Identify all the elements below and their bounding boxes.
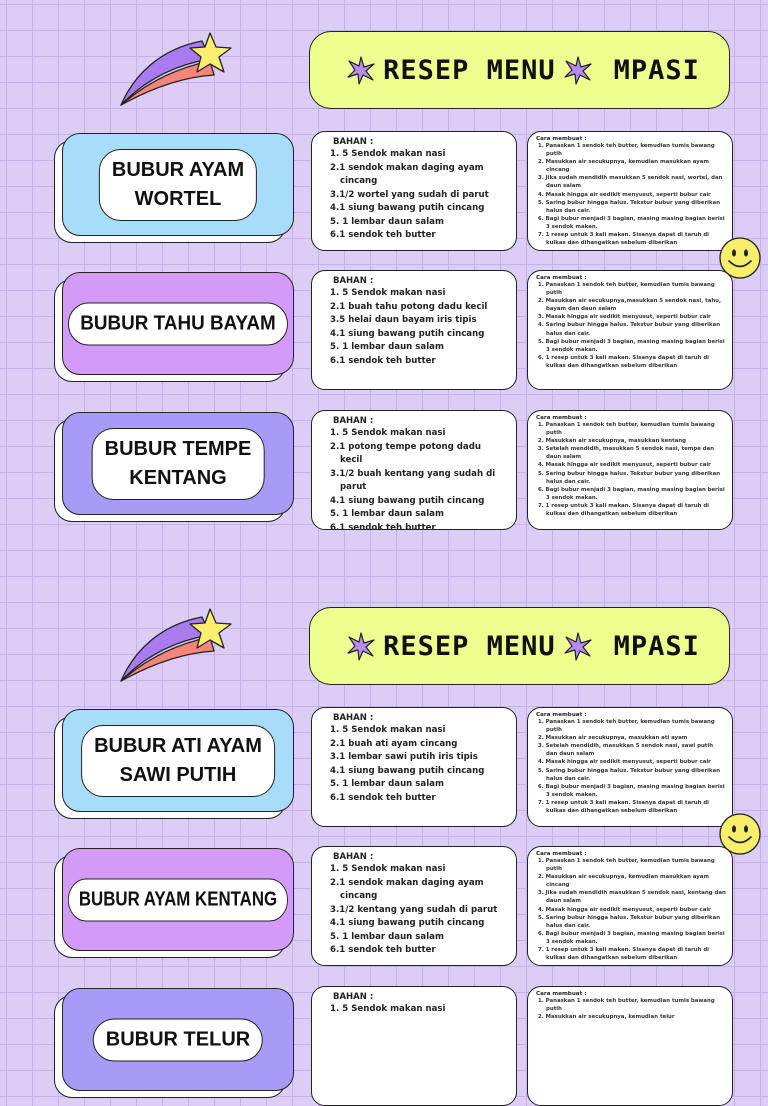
ingredient-item: 6.1 sendok teh butter	[330, 230, 436, 240]
instructions-box	[527, 410, 733, 530]
instructions-list	[536, 421, 726, 518]
section-header	[309, 607, 730, 685]
instructions-label: Cara membuat :	[536, 851, 587, 857]
recipe-title: BUBUR ATI AYAM SAWI PUTIH	[81, 725, 275, 797]
instruction-step: 3. Jika sudah mendidih masukkan 5 sendok nasi, kentang dan daun salam	[538, 890, 726, 905]
instructions-label: Cara membuat :	[536, 136, 587, 142]
instruction-step: 4. Masak hingga air sedikit menyusut, seperti bubur cair	[538, 906, 711, 913]
ingredient-item: 5. 1 lembar daun salam	[330, 216, 444, 227]
ingredient-item: 4.1 siung bawang putih cincang	[330, 328, 485, 339]
smiley-icon	[718, 236, 762, 280]
ingredient-item: 1. 5 Sendok makan nasi	[330, 725, 446, 735]
instructions-label: Cara membuat :	[536, 275, 587, 281]
ingredient-item: 5. 1 lembar daun salam	[330, 779, 444, 789]
ingredients-list	[330, 287, 506, 368]
instruction-step: 5. Saring bubur hingga halus. Tekstur bubur yang diberikan halus dan cair.	[538, 914, 721, 929]
ingredient-item: 1. 5 Sendok makan nasi	[330, 428, 446, 438]
instructions-label: Cara membuat :	[536, 991, 587, 997]
instruction-step: 6. Bagi bubur menjadi 3 bagian, masing masing bagian berisi 3 sendok makan.	[538, 215, 725, 230]
sparkle-icon	[562, 630, 594, 662]
instruction-step: 1. Panaskan 1 sendok teh butter, kemudian tumis bawang putih	[538, 282, 715, 297]
recipe-title-card	[62, 709, 294, 812]
ingredient-item: 4.1 siung bawang putih cincang	[330, 765, 485, 776]
instruction-step: 6. Bagi bubur menjadi 3 bagian, masing masing bagian berisi 3 sendok makan.	[538, 930, 725, 945]
sparkle-icon	[345, 54, 377, 86]
ingredients-label: BAHAN :	[333, 137, 374, 147]
instructions-list	[536, 142, 726, 247]
ingredient-item: 3.1/2 buah kentang yang sudah di parut	[330, 468, 496, 492]
instruction-step: 2. Masukkan air secukupnya, kemudian telur	[538, 1014, 675, 1021]
instruction-step: 5. Saring bubur hingga halus. Tekstur bubur yang diberikan halus dan cair.	[538, 470, 721, 485]
header-title-left: RESEP MENU	[383, 630, 556, 662]
instruction-step: 6. Bagi bubur menjadi 3 bagian, masing masing bagian berisi 3 sendok makan.	[538, 486, 725, 501]
instruction-step: 1. Panaskan 1 sendok teh butter, kemudian tumis bawang putih	[538, 422, 715, 437]
instructions-box	[527, 707, 733, 827]
instruction-step: 2. Masukkan air secukupnya, kemudian masukkan ayam cincang	[538, 159, 710, 174]
instruction-step: 2. Masukkan air secukupnya, kemudian masukkan ayam cincang	[538, 874, 710, 889]
ingredient-item: 3.1 lembar sawi putih iris tipis	[330, 752, 478, 762]
section-header	[309, 31, 730, 109]
recipe-title: BUBUR TELUR	[93, 1018, 263, 1061]
ingredients-label: BAHAN :	[333, 992, 374, 1002]
ingredient-item: 6.1 sendok teh butter	[330, 945, 436, 955]
instruction-step: 6. Bagi bubur menjadi 3 bagian, masing masing bagian berisi 3 sendok makan.	[538, 783, 725, 798]
ingredient-item: 4.1 siung bawang putih cincang	[330, 203, 485, 213]
instructions-box	[527, 131, 733, 251]
ingredient-item: 2.1 buah ati ayam cincang	[330, 738, 458, 749]
instruction-step: 2. Masukkan air secukupnya, masukkan ati ayam	[538, 735, 688, 742]
ingredient-item: 3.1/2 kentang yang sudah di parut	[330, 904, 498, 915]
instruction-step: 3. Setelah mendidih, masukkan 5 sendok nasi, tempe dan daun salam	[538, 446, 715, 461]
ingredients-list	[330, 863, 506, 958]
ingredient-item: 2.1 sendok makan daging ayam cincang	[330, 877, 484, 901]
instruction-step: 4. Masak hingga air sedikit menyusut, seperti bubur cair	[538, 759, 711, 766]
ingredient-item: 2.1 potong tempe potong dadu kecil	[330, 441, 481, 465]
ingredient-item: 2.1 buah tahu potong dadu kecil	[330, 301, 488, 312]
instructions-box	[527, 270, 733, 390]
ingredients-box	[311, 846, 517, 966]
ingredient-item: 1. 5 Sendok makan nasi	[330, 149, 446, 159]
instruction-step: 7. 1 resep untuk 3 kali makan. Sisanya dapat di taruh di kulkas dan dihangatkan sebelum diberikan	[538, 502, 710, 518]
ingredients-label: BAHAN :	[333, 416, 374, 426]
sparkle-icon	[345, 630, 377, 662]
ingredients-list	[330, 427, 506, 535]
instruction-step: 7. 1 resep untuk 3 kali makan. Sisanya dapat di taruh di kulkas dan dihangatkan sebelum diberikan	[538, 232, 710, 247]
instructions-list	[536, 718, 726, 815]
instruction-step: 2. Masukkan air secukupnya, masukkan kentang	[538, 438, 687, 445]
instruction-step: 3. Setelah mendidih, masukkan 5 sendok nasi, sawi putih dan daun salam	[538, 743, 714, 758]
instruction-step: 2. Masukkan air secukupnya,masukkan 5 sendok nasi, tahu, bayam dan daun salam	[538, 298, 722, 313]
ingredient-item: 3.1/2 wortel yang sudah di parut	[330, 189, 489, 200]
instructions-label: Cara membuat :	[536, 415, 587, 421]
shooting-star-icon	[118, 603, 240, 685]
instructions-label: Cara membuat :	[536, 712, 587, 718]
sparkle-icon	[562, 54, 594, 86]
instruction-step: 1. Panaskan 1 sendok teh butter, kemudian tumis bawang putih	[538, 998, 715, 1013]
ingredient-item: 6.1 sendok teh butter	[330, 355, 436, 366]
instruction-step: 5. Saring bubur hingga halus. Tekstur bubur yang diberikan halus dan cair.	[538, 767, 721, 782]
instructions-list	[536, 857, 726, 962]
ingredient-item: 3.5 helai daun bayam iris tipis	[330, 315, 477, 325]
instruction-step: 1. Panaskan 1 sendok teh butter, kemudian tumis bawang putih	[538, 719, 715, 734]
instructions-list	[536, 997, 726, 1021]
instruction-step: 7. 1 resep untuk 3 kali makan. Sisanya dapat di taruh di kulkas dan dihangatkan sebelum diberikan	[538, 947, 710, 962]
instruction-step: 3. Jika sudah mendidih masukkan 5 sendok nasi, wortel, dan daun salam	[538, 175, 723, 190]
header-title-left: RESEP MENU	[383, 54, 556, 86]
ingredients-box	[311, 131, 517, 251]
instruction-step: 4. Masak hingga air sedikit menyusut, seperti bubur cair	[538, 191, 711, 198]
ingredient-item: 6.1 sendok teh butter	[330, 522, 436, 533]
instruction-step: 7. 1 resep untuk 3 kali makan. Sisanya dapat di taruh di kulkas dan dihangatkan sebelum diberikan	[538, 799, 710, 815]
ingredients-box	[311, 270, 517, 390]
ingredients-box	[311, 410, 517, 533]
ingredients-list	[330, 724, 506, 805]
instruction-step: 4. Masak hingga air sedikit menyusut, seperti bubur cair	[538, 462, 711, 469]
instruction-step: 5. Bagi bubur menjadi 3 bagian, masing masing bagian berisi 3 sendok makan.	[538, 338, 725, 353]
ingredient-item: 1. 5 Sendok makan nasi	[330, 288, 446, 298]
instructions-box	[527, 986, 733, 1106]
recipe-title-card	[62, 412, 294, 515]
ingredients-list	[330, 148, 506, 243]
header-title-right: MPASI	[613, 630, 700, 662]
instructions-box	[527, 846, 733, 966]
ingredient-item: 4.1 siung bawang putih cincang	[330, 918, 485, 928]
instruction-step: 4. Saring bubur hingga halus. Tekstur bubur yang diberikan halus dan cair.	[538, 322, 721, 337]
instruction-step: 5. Saring bubur hingga halus. Tekstur bubur yang diberikan halus dan cair.	[538, 199, 721, 214]
ingredient-item: 5. 1 lembar daun salam	[330, 342, 444, 352]
recipe-title-card	[62, 133, 294, 236]
smiley-icon	[718, 812, 762, 856]
recipe-title: BUBUR TEMPE KENTANG	[92, 428, 265, 500]
instruction-step: 1. Panaskan 1 sendok teh butter, kemudian tumis bawang putih	[538, 143, 715, 158]
ingredients-list	[330, 1003, 506, 1017]
instruction-step: 1. Panaskan 1 sendok teh butter, kemudian tumis bawang putih	[538, 858, 715, 873]
ingredient-item: 5. 1 lembar daun salam	[330, 509, 444, 519]
ingredient-item: 2.1 sendok makan daging ayam cincang	[330, 162, 484, 186]
ingredient-item: 1. 5 Sendok makan nasi	[330, 864, 446, 874]
ingredients-box	[311, 707, 517, 827]
ingredient-item: 1. 5 Sendok makan nasi	[330, 1004, 446, 1014]
recipe-title-card	[62, 988, 294, 1091]
recipe-title-card	[62, 272, 294, 375]
header-title-right: MPASI	[613, 54, 700, 86]
recipe-title-card	[62, 848, 294, 951]
shooting-star-icon	[118, 27, 240, 109]
ingredients-label: BAHAN :	[333, 852, 374, 862]
ingredients-box	[311, 986, 517, 1106]
instruction-step: 3. Masak hingga air sedikit menyusut, seperti bubur cair	[538, 314, 711, 321]
ingredients-label: BAHAN :	[333, 713, 374, 723]
ingredient-item: 5. 1 lembar daun salam	[330, 931, 444, 942]
recipe-title: BUBUR AYAM WORTEL	[99, 149, 257, 221]
instructions-list	[536, 281, 726, 370]
ingredients-label: BAHAN :	[333, 276, 374, 286]
instruction-step: 6. 1 resep untuk 3 kali makan. Sisanya dapat di taruh di kulkas dan dihangatkan sebelum diberikan	[538, 354, 710, 369]
recipe-title: BUBUR AYAM KENTANG	[68, 878, 288, 921]
ingredient-item: 6.1 sendok teh butter	[330, 792, 436, 803]
ingredient-item: 4.1 siung bawang putih cincang	[330, 495, 485, 506]
recipe-title: BUBUR TAHU BAYAM	[68, 302, 288, 345]
